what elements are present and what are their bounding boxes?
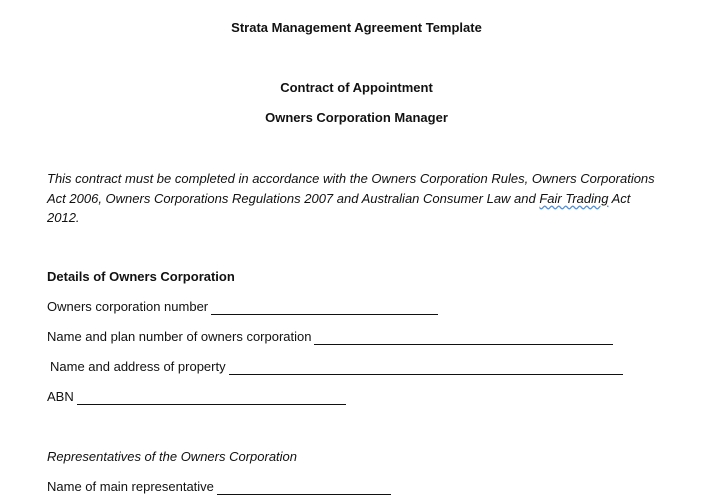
main-rep-field [47, 479, 391, 495]
oc-number-blank[interactable] [211, 300, 438, 315]
intro-paragraph [47, 169, 677, 228]
main-rep-label: Name of main representative [47, 479, 214, 494]
address-blank[interactable] [229, 360, 623, 375]
address-field [50, 359, 623, 375]
intro-line-2a: Act 2006, Owners Corporations Regulations 2007 and Australian Consumer Law and [47, 190, 540, 206]
representatives-heading: Representatives of the Owners Corporation [47, 449, 298, 464]
abn-label: ABN [47, 389, 74, 404]
intro-line-3: 2012. [47, 210, 80, 225]
contract-subtitle: Contract of Appointment [280, 80, 433, 95]
abn-blank[interactable] [77, 390, 346, 405]
name-plan-blank[interactable] [314, 330, 613, 345]
main-rep-blank[interactable] [217, 480, 391, 495]
fair-trading-text: Fair Trading [539, 190, 609, 206]
name-plan-label: Name and plan number of owners corporation [47, 329, 312, 344]
manager-subtitle: Owners Corporation Manager [265, 110, 448, 125]
document-title: Strata Management Agreement Template [231, 20, 482, 35]
intro-line-2b: Act [608, 190, 631, 206]
abn-field [47, 389, 346, 405]
oc-number-label: Owners corporation number [47, 299, 209, 314]
address-label: Name and address of property [50, 359, 226, 374]
oc-number-field [47, 299, 438, 315]
intro-line-1: This contract must be completed in accordance with the Owners Corporation Rules, Owners Corporations [47, 171, 655, 186]
name-plan-field [47, 329, 613, 345]
section-heading-details: Details of Owners Corporation [47, 269, 235, 284]
